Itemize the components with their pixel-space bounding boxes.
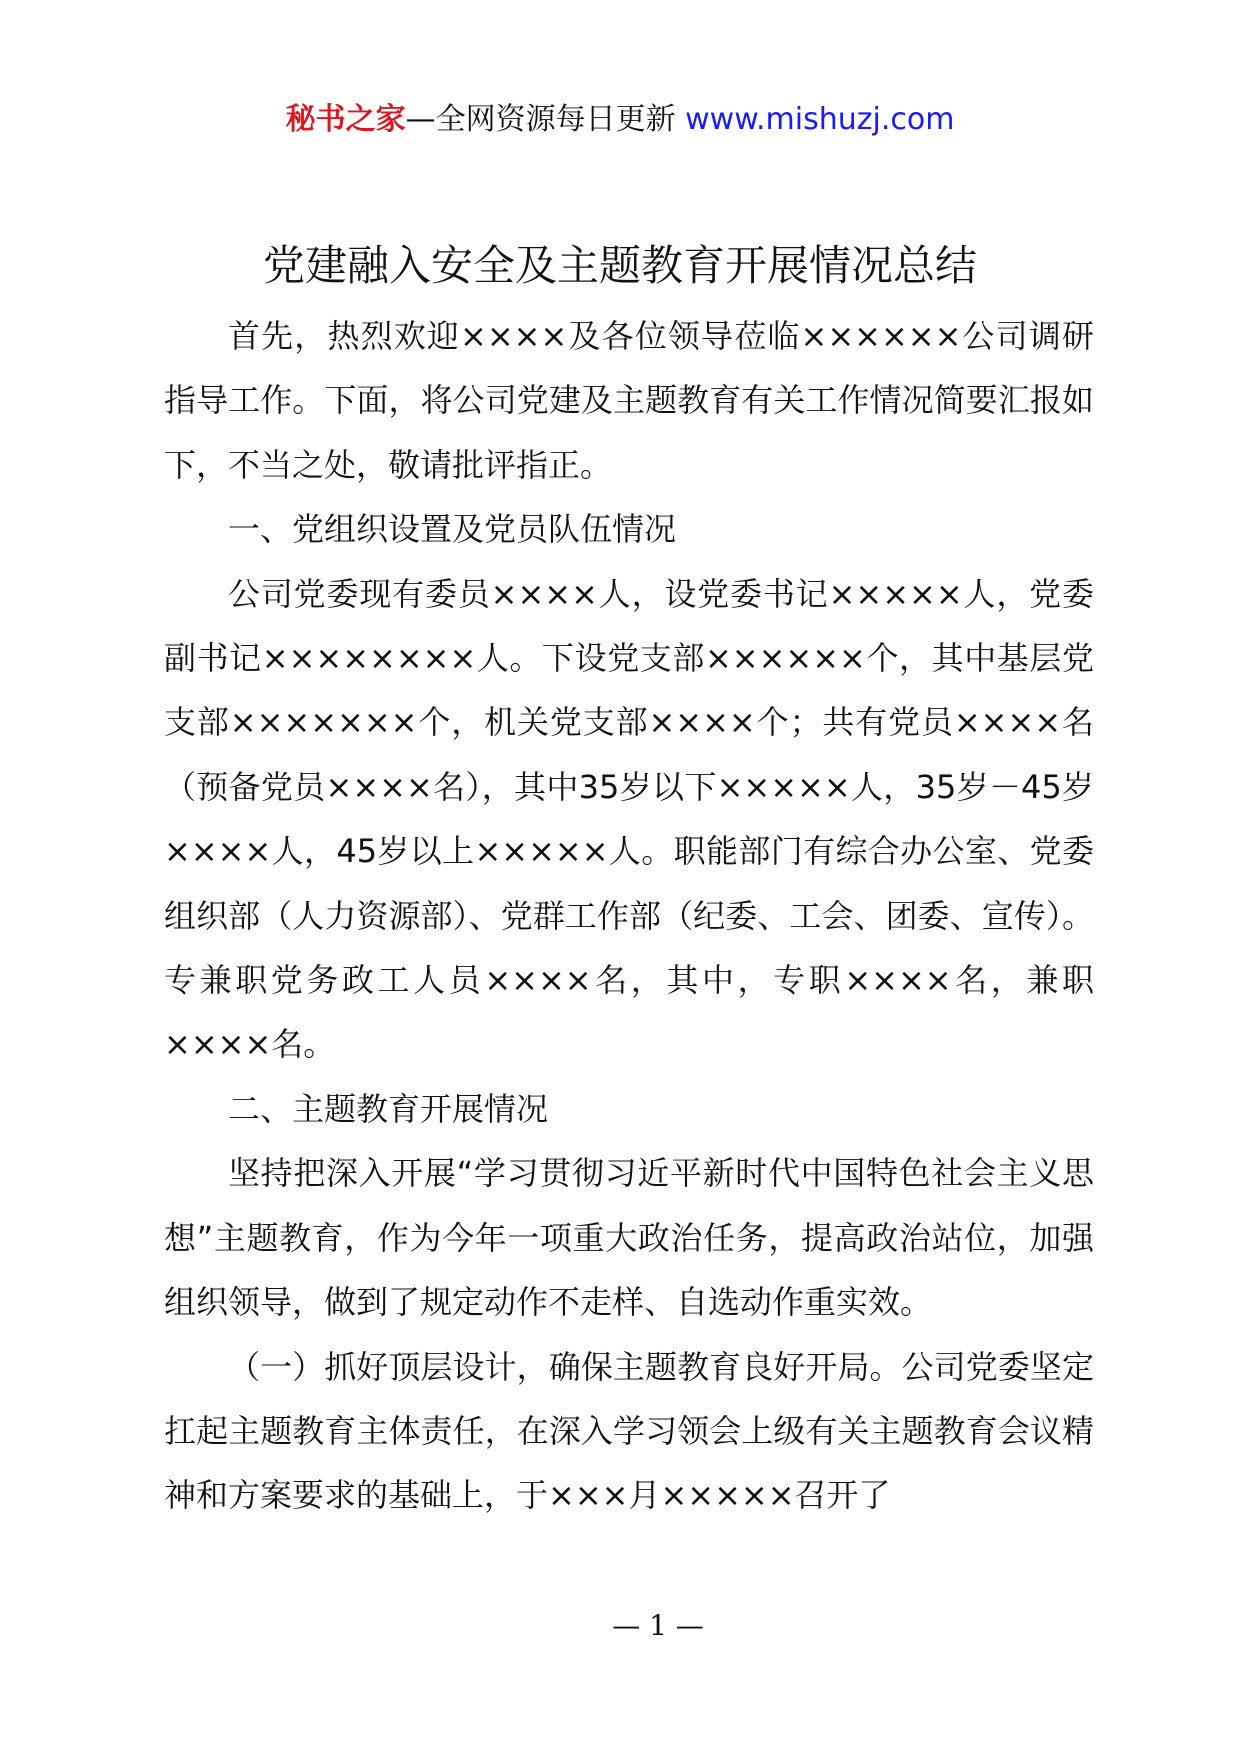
banner-separator: — xyxy=(405,102,436,137)
site-banner xyxy=(0,100,1240,140)
document-title: 党建融入安全及主题教育开展情况总结 xyxy=(262,241,977,290)
paragraph-top-level-design: （一）抓好顶层设计，确保主题教育良好开局。公司党委坚定扛起主题教育主体责任，在深入学习领会上级有关主题教育会议精神和方案要求的基础上，于×××月×××××召开了 xyxy=(164,1347,1094,1515)
banner-tagline: 全网资源每日更新 xyxy=(435,102,676,137)
paragraph-party-organization: 公司党委现有委员××××人，设党委书记×××××人，党委副书记××××××××人。下设党支部××××××个，其中基层党支部×××××××个，机关党支部××××个；共有党员××××名（预备党员××××名），其中35岁以下×××××人，35岁－45岁××××人，45岁以上×××××人。职能部门有综合办公室、党委组织部（人力资源部）、党群工作部（纪委、工会、团委、宣传）。专兼职党务政工人员××××名，其中，专职××××名，兼职××××名。 xyxy=(164,574,1094,1064)
section-heading-1: 一、党组织设置及党员队伍情况 xyxy=(228,510,677,549)
banner-url-link[interactable]: www.mishuzj.com xyxy=(685,102,955,137)
paragraph-intro: 首先，热烈欢迎××××及各位领导莅临××××××公司调研指导工作。下面，将公司党建及主题教育有关工作情况简要汇报如下，不当之处，敬请批评指正。 xyxy=(164,317,1094,484)
page-number: — 1 — xyxy=(612,1609,704,1642)
document-body xyxy=(164,304,1094,1528)
paragraph-theme-education: 坚持把深入开展“学习贯彻习近平新时代中国特色社会主义思想”主题教育，作为今年一项重大政治任务，提高政治站位，加强组织领导，做到了规定动作不走样、自选动作重实效。 xyxy=(164,1154,1094,1322)
section-heading-2: 二、主题教育开展情况 xyxy=(228,1089,549,1128)
banner-brand: 秘书之家 xyxy=(285,102,406,137)
